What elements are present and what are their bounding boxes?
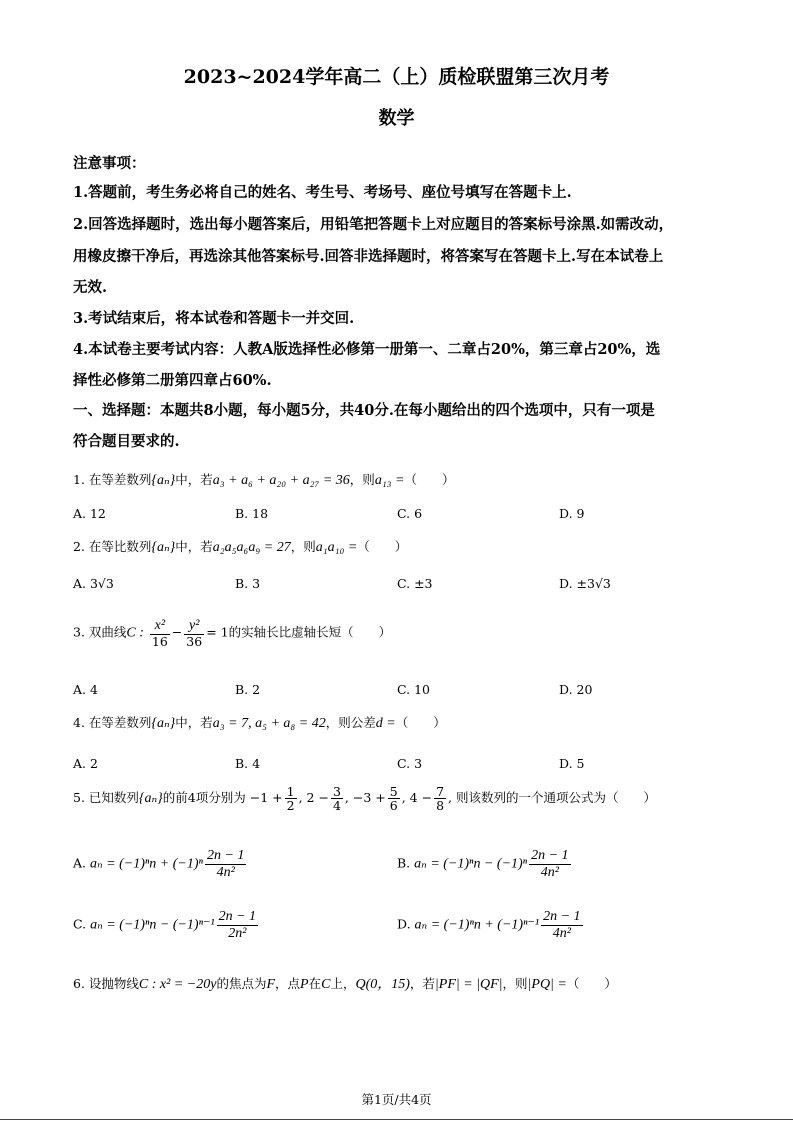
notice-line: 无效. [73, 279, 108, 296]
question-6: 6. 设抛物线C : x² = −20y的焦点为F，点P在C上，Q(0，15)，若|PF| = |QF|，则|PQ| =（ ） [73, 976, 617, 992]
page-bottom-rule [0, 1119, 793, 1120]
option-b: B. 3 [235, 576, 261, 591]
option-b: B. 18 [235, 506, 269, 521]
option-b: B. aₙ = (−1)ⁿn − (−1)ⁿ $\frac{2n - 1}{\text{4n²}}$ [397, 848, 569, 880]
option-a: A. 2 [73, 756, 98, 771]
option-a: A. 4 [73, 682, 98, 697]
fraction: $\frac{\text{y²}}{36}$ [186, 618, 203, 649]
option-a: A. aₙ = (−1)ⁿn + (−1)ⁿ $\frac{2n - 1}{\text{4n²}}$ [73, 848, 245, 880]
fraction: $\frac{5}{6}$ [389, 784, 398, 814]
option-c: C. 3 [397, 756, 423, 771]
notice-line: 3.考试结束后，将本试卷和答题卡一并交回. [73, 310, 355, 327]
option-d: D. 20 [559, 682, 593, 697]
option-c: C. aₙ = (−1)ⁿn − (−1)ⁿ⁻¹ $\frac{2n - 1}{\text{2n²}}$ [73, 909, 257, 941]
notice-line: 择性必修第二册第四章占60%. [73, 372, 272, 389]
question-4: 4. 在等差数列{aₙ}中，若a₃ = 7, a₅ + a₈ = 42，则公差d =（ ） [73, 715, 446, 731]
question-2: 2. 在等比数列{aₙ}中，若a₂a₅a₆a₉ = 27，则a₁a₁₀ =（ ） [73, 539, 408, 555]
fraction: $\frac{2n - 1}{\text{4n²}}$ [543, 909, 581, 941]
option-a: A. 12 [73, 506, 106, 521]
option-b: B. 2 [235, 682, 261, 697]
option-c: C. ±3 [397, 576, 433, 591]
subject-title: 数学 [378, 108, 415, 129]
option-b: B. 4 [235, 756, 261, 771]
question-3: 3. 双曲线C : $\frac{\text{x²}}{16}$ − $\frac{\text{y²}}{36}$ = 1的实轴长比虚轴长短（ ） [73, 618, 392, 649]
option-d: D. 9 [559, 506, 585, 521]
option-d: D. ±3√3 [559, 576, 611, 591]
fraction: $\frac{1}{2}$ [286, 784, 295, 814]
notice-line: 1.答题前，考生务必将自己的姓名、考生号、考场号、座位号填写在答题卡上. [73, 184, 572, 201]
option-d: D. 5 [559, 756, 585, 771]
exam-title: 2023~2024学年高二（上）质检联盟第三次月考 [183, 66, 610, 88]
fraction: $\frac{7}{8}$ [436, 784, 445, 814]
option-a: A. 3√3 [73, 576, 114, 591]
section-heading: 一、选择题：本题共8小题，每小题5分，共40分.在每小题给出的四个选项中，只有一项是 [73, 402, 655, 419]
option-d: D. aₙ = (−1)ⁿn + (−1)ⁿ⁻¹ $\frac{2n - 1}{\text{4n²}}$ [397, 909, 581, 941]
fraction: $\frac{3}{4}$ [332, 784, 341, 814]
notice-heading: 注意事项： [73, 155, 146, 172]
question-1: 1. 在等差数列{aₙ}中，若a₃ + a₆ + a₂₀ + a₂₇ = 36，则a₁₃ =（ ） [73, 472, 455, 488]
fraction: $\frac{\text{x²}}{16}$ [151, 618, 168, 649]
fraction: $\frac{2n - 1}{\text{4n²}}$ [206, 848, 245, 880]
section-heading: 符合题目要求的. [73, 433, 180, 450]
notice-line: 2.回答选择题时，选出每小题答案后，用铅笔把答题卡上对应题目的答案标号涂黑.如需改动， [73, 216, 674, 233]
notice-line: 4.本试卷主要考试内容：人教A版选择性必修第一册第一、二章占20%，第三章占20%，选 [73, 341, 661, 358]
question-5: 5. 已知数列{aₙ}的前4项分别为 −1 + $\frac{1}{2}$ , 2 − $\frac{3}{4}$ , −3 + $\frac{5}{6}$ , 4 − $\frac{7}{8}$ , 则该数列的一个通项公式为（ ） [73, 784, 657, 814]
option-c: C. 6 [397, 506, 423, 521]
option-c: C. 10 [397, 682, 430, 697]
fraction: $\frac{2n - 1}{\text{2n²}}$ [218, 909, 257, 941]
page-number: 第1页/共4页 [361, 1092, 432, 1107]
fraction: $\frac{2n - 1}{\text{4n²}}$ [531, 848, 569, 880]
notice-line: 用橡皮擦干净后，再选涂其他答案标号.回答非选择题时，将答案写在答题卡上.写在本试卷上 [73, 248, 664, 265]
